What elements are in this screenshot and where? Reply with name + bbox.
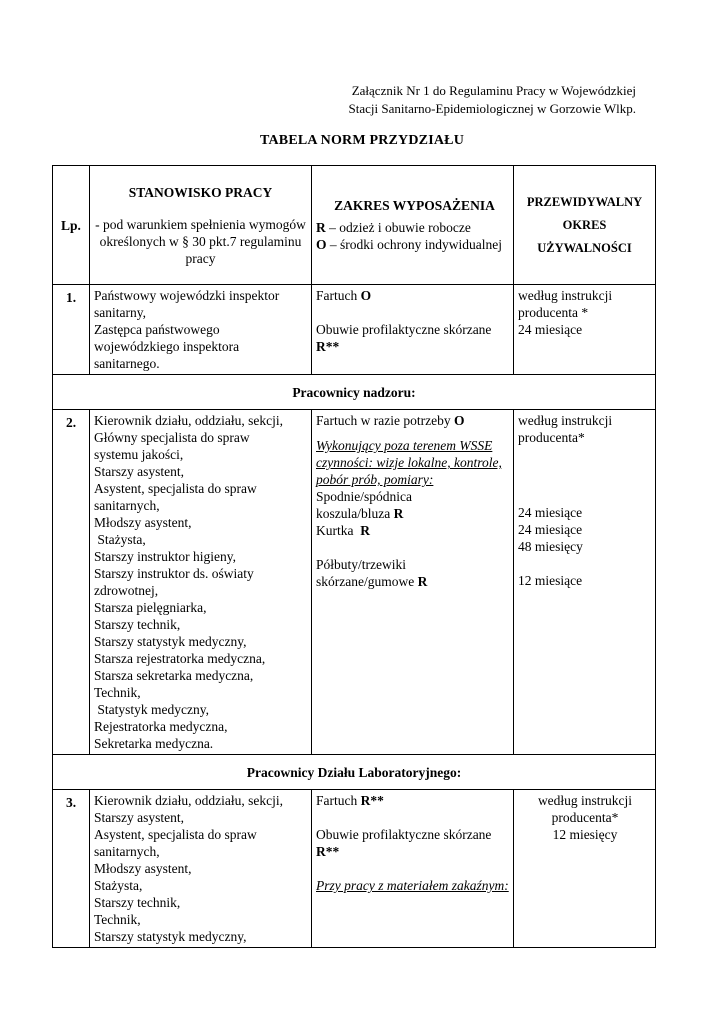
list-item: Starsza rejestratorka medyczna, [94,651,266,666]
list-item: Stażysta, [94,878,143,893]
row-1-item-2 [316,321,510,355]
row-2-item-5b [316,573,510,590]
code-r: R [316,220,326,235]
item-code: R** [360,793,384,808]
list-item: sanitarnych, [94,844,160,859]
list-item: Główny specjalista do spraw [94,430,250,445]
row-2-okres-5: 12 miesiące [518,573,583,588]
row-2-okres [514,410,656,755]
row-2-lp: 2. [53,410,90,755]
list-item: Asystent, specjalista do spraw [94,827,257,842]
list-item: Asystent, specjalista do spraw [94,481,257,496]
row-3-okres [514,790,656,948]
row-1-okres-2: 24 miesiące [518,322,583,337]
list-item: wojewódzkiego inspektora [94,339,240,354]
norms-table [52,165,656,948]
row-2-item-2: Spodnie/spódnica [316,489,412,504]
list-item: Starszy instruktor ds. oświaty [94,566,254,581]
row-3-item-2 [316,826,510,860]
row-3-stanowisko [90,790,312,948]
section-nadzor: Pracownicy nadzoru: [53,375,656,410]
header-okres-line-2: OKRES [562,217,607,232]
list-item: sanitarny, [94,305,146,320]
row-1-zakres [312,285,514,375]
text-o: – środki ochrony indywidualnej [326,237,502,252]
table-row [53,285,656,375]
code-o: O [316,237,327,252]
table-row [53,790,656,948]
list-item: Starsza pielęgniarka, [94,600,207,615]
header-zakres-title: ZAKRES WYPOSAŻENIA [334,198,495,213]
row-3-okres-2: 12 miesięcy [552,827,618,842]
row-2-okres-4: 48 miesięcy [518,539,583,554]
item-text: Obuwie profilaktyczne skórzane [316,827,492,842]
item-text: Fartuch [316,288,361,303]
header-line-1: Załącznik Nr 1 do Regulaminu Pracy w Wojewódzkiej [351,83,636,98]
list-item: Technik, [94,912,141,927]
item-text: Obuwie profilaktyczne skórzane [316,322,492,337]
row-2-okres-2: 24 miesiące [518,505,583,520]
list-item: Stażysta, [94,532,146,547]
header-okres-line-1: PRZEWIDYWALNY [526,194,643,209]
item-text: koszula/bluza [316,506,394,521]
list-item: Zastępca państwowego [94,322,220,337]
list-item: Starszy asystent, [94,464,184,479]
section-row [53,755,656,790]
row-3-okres-1: według instrukcji producenta* [537,793,633,825]
row-2-item-3 [316,505,510,522]
list-item: Starszy technik, [94,895,181,910]
row-3-zakres [312,790,514,948]
header-stanowisko-note: - pod warunkiem spełnienia wymogów określonych w § 30 pkt.7 regulaminu pracy [95,216,306,266]
list-item: Starszy statystyk medyczny, [94,634,247,649]
list-item: Starszy asystent, [94,810,184,825]
row-2-okres-1: według instrukcji producenta* [518,413,613,445]
item-text: Fartuch w razie potrzeby [316,413,454,428]
row-2-zakres [312,410,514,755]
item-text: Kurtka [316,523,361,538]
list-item: Starszy instruktor higieny, [94,549,236,564]
row-2-italic-note: Wykonujący poza terenem WSSE czynności: wizje lokalne, kontrole, pobór prób, pomiary: [316,438,502,487]
table-row [53,410,656,755]
list-item: Rejestratorka medyczna, [94,719,228,734]
row-2-item-1 [316,412,510,429]
header-zakres-r [316,219,513,236]
section-row [53,375,656,410]
row-1-item-1 [316,287,510,304]
header-zakres-o [316,236,513,253]
row-1-stanowisko [90,285,312,375]
list-item: sanitarnych, [94,498,160,513]
header-zakres [312,166,514,285]
item-code: R [417,574,428,589]
row-1-okres [514,285,656,375]
row-3-lp: 3. [53,790,90,948]
list-item: Młodszy asystent, [94,861,192,876]
list-item: Kierownik działu, oddziału, sekcji, [94,793,283,808]
list-item: Starszy statystyk medyczny, [94,929,247,944]
list-item: Starsza sekretarka medyczna, [94,668,254,683]
section-lab: Pracownicy Działu Laboratoryjnego: [53,755,656,790]
row-3-italic-note: Przy pracy z materiałem zakaźnym: [316,878,509,893]
list-item: Państwowy wojewódzki inspektor [94,288,280,303]
row-1-okres-1: według instrukcji producenta * [518,288,613,320]
row-2-item-4 [316,522,510,539]
header-line-2: Stacji Sanitarno-Epidemiologicznej w Gorzowie Wlkp. [348,101,636,116]
row-1-lp: 1. [53,285,90,375]
list-item: Sekretarka medyczna. [94,736,214,751]
item-text: Fartuch [316,793,361,808]
item-code: R** [316,339,340,354]
list-item: Kierownik działu, oddziału, sekcji, [94,413,283,428]
document-header [349,82,637,118]
list-item: Technik, [94,685,141,700]
header-stanowisko-title: STANOWISKO PRACY [128,184,273,200]
text-r: – odzież i obuwie robocze [325,220,471,235]
item-code: O [360,288,372,303]
list-item: Młodszy asystent, [94,515,192,530]
list-item: zdrowotnej, [94,583,159,598]
row-3-item-1 [316,792,510,809]
row-2-stanowisko [90,410,312,755]
row-2-okres-3: 24 miesiące [518,522,583,537]
table-header-row [53,166,656,285]
item-code: R** [316,844,340,859]
header-stanowisko [90,166,312,285]
list-item: Starszy technik, [94,617,181,632]
list-item: systemu jakości, [94,447,184,462]
header-okres-line-3: UŻYWALNOŚCI [537,240,632,255]
item-code: R [393,506,404,521]
item-text: skórzane/gumowe [316,574,418,589]
item-code: R [360,523,370,538]
list-item: sanitarnego. [94,356,160,371]
row-2-item-5a: Półbuty/trzewiki [316,557,406,572]
item-code: O [453,413,465,428]
header-lp: Lp. [53,166,90,285]
document-title: TABELA NORM PRZYDZIAŁU [259,133,465,148]
header-okres [514,166,656,285]
list-item: Statystyk medyczny, [94,702,209,717]
